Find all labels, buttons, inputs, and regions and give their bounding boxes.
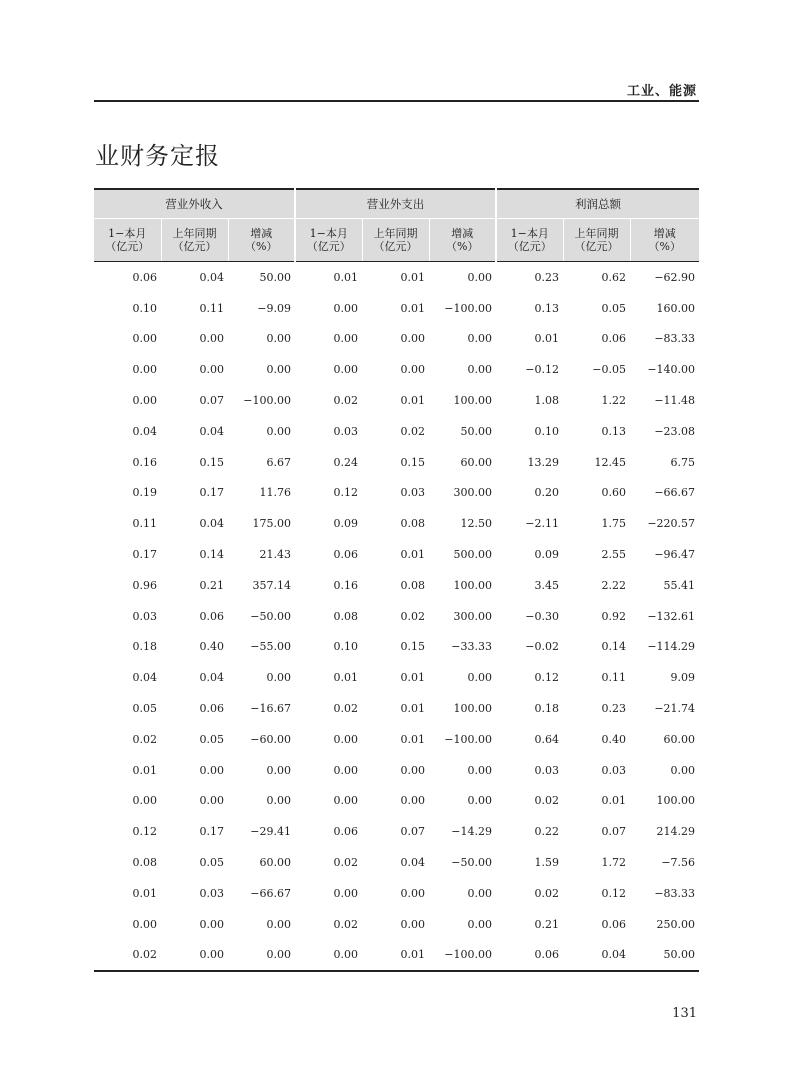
table-cell: 0.22 xyxy=(534,825,560,839)
table-cell: 0.17 xyxy=(199,825,224,839)
table-row xyxy=(94,909,699,940)
table-cell: −132.61 xyxy=(647,609,696,623)
column-header xyxy=(630,219,699,262)
table-cell: 0.00 xyxy=(132,394,157,408)
table-cell: 0.07 xyxy=(601,825,627,839)
group-header: 营业外收入 xyxy=(94,189,295,219)
table-cell: −83.33 xyxy=(654,886,696,900)
column-header-label: 1−本月 xyxy=(108,227,147,240)
table-cell: 0.01 xyxy=(400,270,425,284)
table-row xyxy=(94,847,699,878)
table-cell: 0.00 xyxy=(132,794,157,808)
table-cell: 1.59 xyxy=(534,856,560,870)
table-cell: 50.00 xyxy=(460,424,493,438)
table-cell: 0.00 xyxy=(199,917,224,931)
table-cell: −7.56 xyxy=(661,856,696,870)
table-cell: 0.16 xyxy=(132,455,157,469)
table-cell: 12.45 xyxy=(594,455,627,469)
table-row xyxy=(94,724,699,755)
table-cell: 0.01 xyxy=(132,886,157,900)
table-cell: 0.12 xyxy=(534,671,560,685)
table-cell: −2.11 xyxy=(525,517,560,531)
table-cell: 100.00 xyxy=(656,794,696,808)
table-cell: 0.02 xyxy=(333,917,358,931)
table-cell: 0.00 xyxy=(467,332,493,346)
table-cell: −114.29 xyxy=(647,640,696,654)
table-cell: 0.14 xyxy=(199,548,224,562)
table-cell: 0.00 xyxy=(199,363,224,377)
table-cell: 0.00 xyxy=(333,763,358,777)
table-cell: 0.00 xyxy=(670,763,696,777)
table-cell: 50.00 xyxy=(259,270,291,284)
table-row xyxy=(94,940,699,972)
table-cell: −0.05 xyxy=(592,363,627,377)
table-cell: 0.04 xyxy=(400,856,425,870)
column-header-unit: （亿元） xyxy=(574,240,619,253)
table-cell: 0.02 xyxy=(400,609,425,623)
table-cell: −11.48 xyxy=(654,394,696,408)
table-cell: 0.92 xyxy=(601,609,627,623)
table-cell: 300.00 xyxy=(453,486,493,500)
table-cell: −100.00 xyxy=(243,394,291,408)
table-cell: −62.90 xyxy=(654,270,696,284)
table-cell: 0.21 xyxy=(534,917,560,931)
table-cell: 0.02 xyxy=(333,702,358,716)
table-cell: 0.02 xyxy=(333,394,358,408)
column-header-label: 1−本月 xyxy=(309,227,348,240)
table-cell: 0.05 xyxy=(199,732,224,746)
table-cell: 13.29 xyxy=(527,455,560,469)
table-cell: 0.00 xyxy=(333,732,358,746)
table-cell: 0.00 xyxy=(333,332,358,346)
table-cell: 0.01 xyxy=(362,940,429,972)
table-cell: 0.00 xyxy=(467,917,493,931)
table-cell: 0.00 xyxy=(467,363,493,377)
table-cell: 3.45 xyxy=(534,578,560,592)
table-cell: 0.05 xyxy=(601,301,627,315)
page-number: 131 xyxy=(672,1006,697,1021)
table-cell: 0.20 xyxy=(534,486,560,500)
column-header-label: 增减 xyxy=(451,227,474,240)
column-header-label: 增减 xyxy=(653,227,676,240)
table-cell: 0.06 xyxy=(333,825,358,839)
table-cell: 1.75 xyxy=(601,517,627,531)
table-cell: 0.09 xyxy=(534,548,560,562)
table-cell: 0.08 xyxy=(333,609,358,623)
column-header-label: 上年同期 xyxy=(373,227,418,240)
table-cell: 0.03 xyxy=(400,486,425,500)
table-row xyxy=(94,324,699,355)
table-cell: −100.00 xyxy=(444,732,493,746)
table-cell: 0.09 xyxy=(333,517,358,531)
table-cell: 0.00 xyxy=(266,917,291,931)
table-cell: 0.04 xyxy=(199,424,224,438)
table-cell: 0.06 xyxy=(601,917,627,931)
table-cell: 0.01 xyxy=(400,702,425,716)
table-cell: 2.22 xyxy=(601,578,627,592)
table-cell: 0.18 xyxy=(132,640,157,654)
table-cell: 0.00 xyxy=(400,332,425,346)
table-row xyxy=(94,508,699,539)
table-cell: 0.00 xyxy=(199,763,224,777)
table-cell: 0.05 xyxy=(199,856,224,870)
table-cell: 0.62 xyxy=(601,270,627,284)
table-cell: 0.40 xyxy=(601,732,627,746)
table-cell: −23.08 xyxy=(654,424,696,438)
table-cell: 0.02 xyxy=(132,732,157,746)
table-cell: 0.13 xyxy=(601,424,627,438)
table-cell: 0.02 xyxy=(534,794,560,808)
table-cell: −60.00 xyxy=(250,732,291,746)
table-cell: −0.30 xyxy=(525,609,560,623)
table-cell: 60.00 xyxy=(663,732,696,746)
table-cell: 0.04 xyxy=(563,940,630,972)
column-header-label: 上年同期 xyxy=(172,227,217,240)
header-rule xyxy=(94,100,699,102)
table-cell: 0.00 xyxy=(132,363,157,377)
table-cell: 0.06 xyxy=(199,702,224,716)
table-cell: 0.00 xyxy=(266,363,291,377)
table-cell: 0.40 xyxy=(199,640,224,654)
table-cell: 0.06 xyxy=(333,548,358,562)
table-row xyxy=(94,570,699,601)
table-cell: 2.55 xyxy=(601,548,627,562)
table-cell: 0.23 xyxy=(601,702,627,716)
table-cell: 0.02 xyxy=(534,886,560,900)
table-cell: 0.11 xyxy=(601,671,627,685)
table-cell: 0.04 xyxy=(132,424,157,438)
table-row xyxy=(94,354,699,385)
column-header xyxy=(563,219,630,262)
table-cell: 300.00 xyxy=(453,609,493,623)
table-cell: 0.13 xyxy=(534,301,560,315)
table-cell: 1.72 xyxy=(601,856,627,870)
column-header-unit: （%） xyxy=(245,240,278,253)
table-cell: −33.33 xyxy=(451,640,493,654)
table-body xyxy=(94,262,699,972)
table-cell: 0.00 xyxy=(400,917,425,931)
column-header-unit: （亿元） xyxy=(306,240,351,253)
table-cell: 0.02 xyxy=(94,940,161,972)
table-cell: 0.00 xyxy=(333,301,358,315)
table-cell: 0.12 xyxy=(333,486,358,500)
table-cell: 0.01 xyxy=(132,763,157,777)
section-header: 工业、能源 xyxy=(626,84,697,99)
table-cell: 0.00 xyxy=(266,332,291,346)
table-cell: −9.09 xyxy=(257,301,291,315)
column-header xyxy=(94,219,161,262)
table-cell: 0.00 xyxy=(199,332,224,346)
table-cell: −96.47 xyxy=(654,548,696,562)
table-cell: 100.00 xyxy=(453,702,493,716)
table-cell: 0.04 xyxy=(199,517,224,531)
table-cell: 0.03 xyxy=(601,763,627,777)
page-title: 业财务定报 xyxy=(95,142,220,170)
table-cell: 0.00 xyxy=(266,794,291,808)
table-cell: 0.00 xyxy=(467,763,493,777)
group-header: 利润总额 xyxy=(496,189,699,219)
table-cell: 0.00 xyxy=(266,763,291,777)
table-row xyxy=(94,755,699,786)
table-cell: 0.08 xyxy=(132,856,157,870)
table-cell: 0.00 xyxy=(400,886,425,900)
table-cell: 0.15 xyxy=(400,640,425,654)
table-row xyxy=(94,447,699,478)
column-header xyxy=(362,219,429,262)
table-cell: 0.08 xyxy=(400,517,425,531)
table-cell: 0.01 xyxy=(400,732,425,746)
table-row xyxy=(94,632,699,663)
table-cell: 0.00 xyxy=(295,940,362,972)
table-cell: 0.16 xyxy=(333,578,358,592)
table-cell: 0.00 xyxy=(333,794,358,808)
table-cell: −220.57 xyxy=(647,517,696,531)
table-cell: −66.67 xyxy=(250,886,291,900)
table-cell: −0.02 xyxy=(525,640,560,654)
table-cell: 1.08 xyxy=(534,394,560,408)
table-cell: 0.00 xyxy=(266,424,291,438)
table-cell: −16.67 xyxy=(250,702,291,716)
table-cell: 0.04 xyxy=(199,270,224,284)
table-cell: 0.01 xyxy=(333,270,358,284)
table-cell: 175.00 xyxy=(252,517,291,531)
table-cell: −83.33 xyxy=(654,332,696,346)
column-header xyxy=(295,219,362,262)
table-cell: 0.01 xyxy=(400,394,425,408)
table-cell: 0.06 xyxy=(199,609,224,623)
table-cell: 0.04 xyxy=(132,671,157,685)
table-row xyxy=(94,293,699,324)
table-cell: 60.00 xyxy=(259,856,291,870)
table-cell: 0.64 xyxy=(534,732,560,746)
table-row xyxy=(94,601,699,632)
table-cell: 0.00 xyxy=(132,917,157,931)
column-header-row xyxy=(94,219,699,262)
table-cell: −50.00 xyxy=(451,856,493,870)
column-header-unit: （%） xyxy=(446,240,479,253)
table-row xyxy=(94,416,699,447)
table-cell: 0.18 xyxy=(534,702,560,716)
table-cell: 0.07 xyxy=(400,825,425,839)
table-cell: 6.67 xyxy=(266,455,291,469)
table-cell: 0.00 xyxy=(199,794,224,808)
table-cell: 0.14 xyxy=(601,640,627,654)
table-cell: −66.67 xyxy=(654,486,696,500)
table-cell: 160.00 xyxy=(656,301,696,315)
table-cell: 0.04 xyxy=(199,671,224,685)
table-row xyxy=(94,786,699,817)
table-row xyxy=(94,478,699,509)
group-header: 营业外支出 xyxy=(295,189,496,219)
table-cell: 0.03 xyxy=(132,609,157,623)
table-cell: 55.41 xyxy=(663,578,696,592)
table-cell: −50.00 xyxy=(250,609,291,623)
column-header-label: 增减 xyxy=(250,227,273,240)
table-cell: 0.11 xyxy=(199,301,224,315)
table-cell: 6.75 xyxy=(670,455,696,469)
table-cell: 0.12 xyxy=(132,825,157,839)
table-cell: −100.00 xyxy=(429,940,496,972)
table-cell: 1.22 xyxy=(601,394,627,408)
table-cell: 0.00 xyxy=(467,886,493,900)
table-cell: 9.09 xyxy=(670,671,696,685)
table-cell: 0.15 xyxy=(400,455,425,469)
table-cell: 0.06 xyxy=(496,940,563,972)
column-header-label: 上年同期 xyxy=(574,227,619,240)
table-cell: 12.50 xyxy=(460,517,493,531)
table-cell: 0.00 xyxy=(400,363,425,377)
table-cell: 0.03 xyxy=(199,886,224,900)
table-cell: −29.41 xyxy=(250,825,291,839)
table-cell: 0.00 xyxy=(400,794,425,808)
table-cell: 0.02 xyxy=(333,856,358,870)
table-cell: 0.00 xyxy=(333,886,358,900)
column-header-label: 1−本月 xyxy=(510,227,549,240)
table-cell: 500.00 xyxy=(453,548,493,562)
table-row xyxy=(94,878,699,909)
table-cell: 357.14 xyxy=(252,578,291,592)
table-cell: 0.12 xyxy=(601,886,627,900)
table-cell: 0.10 xyxy=(132,301,157,315)
table-cell: 0.06 xyxy=(601,332,627,346)
column-header-unit: （亿元） xyxy=(105,240,150,253)
table-cell: −14.29 xyxy=(451,825,493,839)
table-row xyxy=(94,539,699,570)
table-cell: 0.17 xyxy=(199,486,224,500)
table-cell: 0.00 xyxy=(228,940,295,972)
table-cell: 0.01 xyxy=(534,332,560,346)
table-cell: 100.00 xyxy=(453,394,493,408)
table-cell: 0.60 xyxy=(601,486,627,500)
table-cell: 0.00 xyxy=(467,671,493,685)
table-cell: 0.11 xyxy=(132,517,157,531)
table-cell: 250.00 xyxy=(656,917,696,931)
table-cell: 0.15 xyxy=(199,455,224,469)
table-cell: 0.08 xyxy=(400,578,425,592)
table-cell: −21.74 xyxy=(654,702,696,716)
table-cell: 0.17 xyxy=(132,548,157,562)
table-cell: 0.01 xyxy=(400,301,425,315)
table-cell: 0.00 xyxy=(467,794,493,808)
table-cell: 0.00 xyxy=(266,671,291,685)
table-cell: 0.07 xyxy=(199,394,224,408)
table-cell: 100.00 xyxy=(453,578,493,592)
table-cell: −55.00 xyxy=(250,640,291,654)
table-cell: 0.96 xyxy=(132,578,157,592)
table-cell: 0.01 xyxy=(601,794,627,808)
table-cell: 0.05 xyxy=(132,702,157,716)
column-header xyxy=(496,219,563,262)
group-header-row xyxy=(94,189,699,219)
table-cell: 0.00 xyxy=(467,270,493,284)
table-cell: 0.00 xyxy=(333,363,358,377)
column-header xyxy=(228,219,295,262)
column-header xyxy=(161,219,228,262)
table-cell: 0.19 xyxy=(132,486,157,500)
column-header-unit: （亿元） xyxy=(172,240,217,253)
table-cell: 0.01 xyxy=(333,671,358,685)
table-row xyxy=(94,385,699,416)
table-cell: 0.21 xyxy=(199,578,224,592)
table-cell: 0.23 xyxy=(534,270,560,284)
table-cell: 0.00 xyxy=(132,332,157,346)
table-cell: −0.12 xyxy=(525,363,560,377)
table-cell: 0.00 xyxy=(400,763,425,777)
table-cell: 0.00 xyxy=(161,940,228,972)
table-cell: 0.06 xyxy=(132,270,157,284)
table-cell: 0.01 xyxy=(400,671,425,685)
table-cell: 0.10 xyxy=(333,640,358,654)
table-row xyxy=(94,693,699,724)
table-cell: −100.00 xyxy=(444,301,493,315)
table-cell: 214.29 xyxy=(656,825,696,839)
table-cell: 11.76 xyxy=(259,486,291,500)
financial-table xyxy=(94,188,699,972)
table-cell: 50.00 xyxy=(630,940,699,972)
column-header-unit: （亿元） xyxy=(373,240,418,253)
column-header-unit: （亿元） xyxy=(507,240,552,253)
column-header-unit: （%） xyxy=(648,240,681,253)
table-cell: 0.02 xyxy=(400,424,425,438)
table-cell: 0.10 xyxy=(534,424,560,438)
table-cell: 0.01 xyxy=(400,548,425,562)
table-cell: 21.43 xyxy=(259,548,291,562)
table-cell: 60.00 xyxy=(460,455,493,469)
table-cell: −140.00 xyxy=(647,363,696,377)
table-row xyxy=(94,662,699,693)
table-row xyxy=(94,816,699,847)
column-header xyxy=(429,219,496,262)
table-row xyxy=(94,262,699,293)
table-cell: 0.03 xyxy=(534,763,560,777)
table-cell: 0.03 xyxy=(333,424,358,438)
table-cell: 0.24 xyxy=(333,455,358,469)
